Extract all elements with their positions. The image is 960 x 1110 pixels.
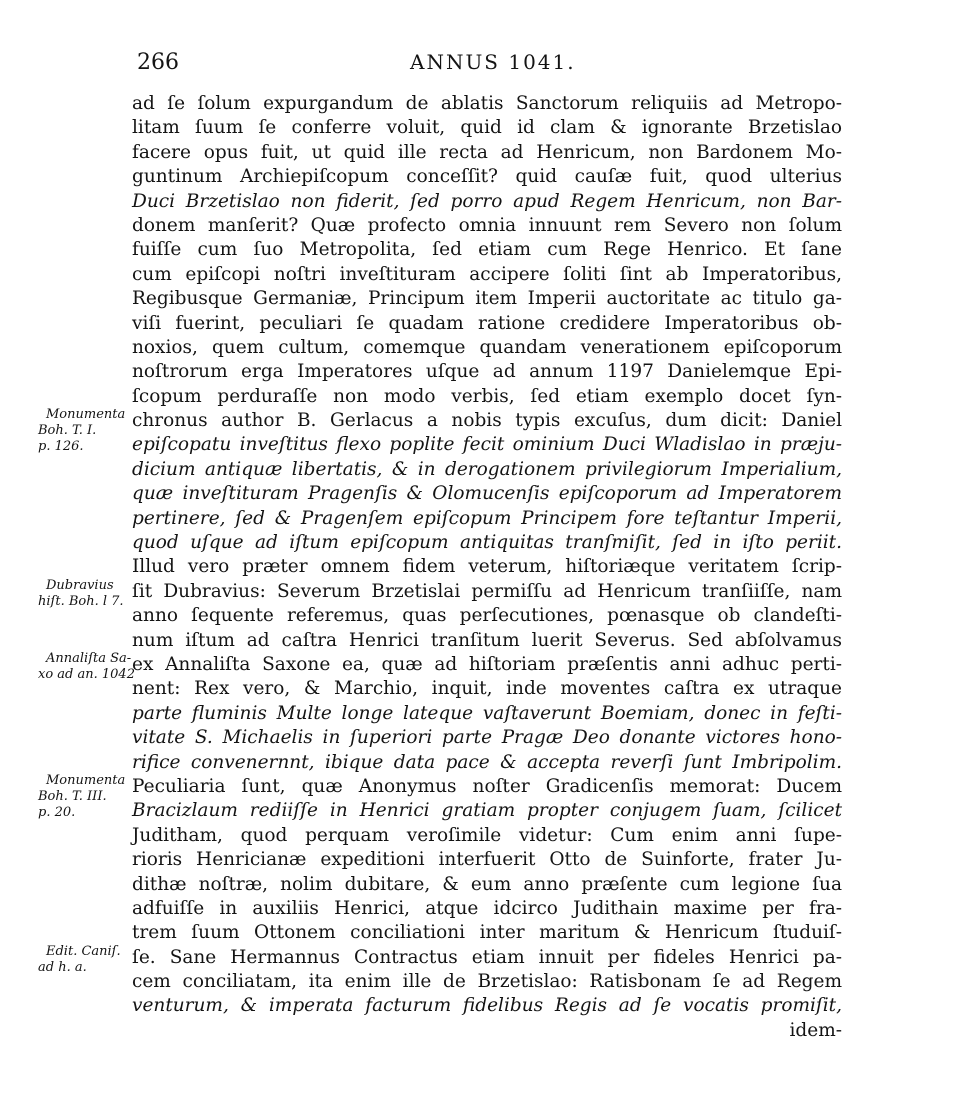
text-line: dicium antiquæ libertatis, & in derogationem privilegiorum Imperialium, — [132, 458, 842, 480]
text-line: Duci Brzetislao non fiderit, ſed porro apud Regem Henricum, non Bar- — [132, 190, 842, 212]
margin-note — [38, 407, 130, 455]
margin-note-line: p. 126. — [38, 439, 84, 455]
text-line: dithæ noſtræ, nolim dubitare, & eum anno præſente cum legione ſua — [132, 873, 842, 895]
margin-note-line: p. 20. — [38, 805, 76, 821]
margin-note-line: Edit. Caniſ. — [46, 944, 121, 959]
text-line: pertinere, ſed & Pragenſem epiſcopum Principem fore teſtantur Imperii, — [132, 507, 842, 529]
text-line: nent: Rex vero, & Marchio, inquit, inde moventes caſtra ex utraque — [132, 678, 842, 700]
text-line: vitate S. Michaelis in ſuperiori parte Pragæ Deo donante victores hono- — [132, 727, 842, 749]
text-line: parte fluminis Multe longe lateque vaſtaverunt Boemiam, donec in feſti- — [132, 702, 842, 724]
text-line: chronus author B. Gerlacus a nobis typis excuſus, dum dicit: Daniel — [132, 410, 842, 432]
margin-note-line: ad h. a. — [38, 960, 87, 975]
margin-note — [38, 578, 130, 610]
text-line: Regibusque Germaniæ, Principum item Imperii auctoritate ac titulo ga- — [132, 288, 842, 310]
margin-note-line: Annaliſta Sa- — [46, 651, 132, 667]
text-line: viſi fuerint, peculiari ſe quadam ratione credidere Imperatoribus ob- — [132, 312, 842, 334]
page-number: 266 — [137, 50, 179, 75]
margin-note-line: Dubravius — [46, 578, 114, 593]
text-line: ad ſe ſolum expurgandum de ablatis Sanctorum reliquiis ad Metropo- — [132, 93, 842, 114]
margin-note-line: xo ad an. 1042 — [38, 667, 135, 683]
text-line: guntinum Archiepiſcopum conceſſit? quid cauſæ fuit, quod ulterius — [132, 166, 842, 188]
text-line: noxios, quem cultum, comemque quandam venerationem epiſcoporum — [132, 336, 842, 358]
text-line: rifice convenernnt, ibique data pace & accepta reverſi ſunt Imbripolim. — [132, 751, 842, 773]
text-line: epiſcopatu inveſtitus flexo poplite fecit ominium Duci Wladislao in præju- — [132, 434, 842, 456]
text-line: Illud vero præter omnem fidem veterum, hiſtoriæque veritatem ſcrip- — [132, 556, 842, 578]
text-line: venturum, & imperata facturum fidelibus Regis ad ſe vocatis promiſit, — [132, 995, 842, 1017]
body-text — [132, 92, 842, 1043]
margin-note-line: hiſt. Boh. l 7. — [38, 594, 124, 609]
text-line: Juditham, quod perquam veroſimile videtur: Cum enim anni ſupe- — [132, 824, 842, 846]
margin-note-line: Monumenta — [46, 773, 126, 789]
text-line: quæ inveſtituram Pragenſis & Olomucenſis epiſcoporum ad Imperatorem — [132, 483, 842, 505]
text-line: trem ſuum Ottonem conciliationi inter maritum & Henricum ſtuduiſ- — [132, 922, 842, 944]
text-line: litam ſuum ſe conferre voluit, quid id clam & ignorante Brzetislao — [132, 117, 842, 139]
margin-note — [38, 773, 130, 821]
text-line: fuiſſe cum ſuo Metropolita, ſed etiam cum Rege Henrico. Et ſane — [132, 239, 842, 261]
text-line: rioris Henricianæ expeditioni interfuerit Otto de Suinforte, frater Ju- — [132, 849, 842, 871]
margin-note — [38, 944, 130, 976]
text-line: idem- — [789, 1019, 842, 1041]
text-line: donem manſerit? Quæ profecto omnia innuunt rem Severo non ſolum — [132, 214, 842, 236]
text-line: Peculiaria ſunt, quæ Anonymus noſter Gradicenſis memorat: Ducem — [132, 775, 842, 797]
text-line: cem conciliatam, ita enim ille de Brzetislao: Ratisbonam ſe ad Regem — [132, 971, 842, 993]
text-line: ſit Dubravius: Severum Brzetislai permiſſu ad Henricum tranſiiſſe, nam — [132, 580, 842, 602]
text-line: ex Annaliſta Saxone ea, quæ ad hiſtoriam præſentis anni adhuc perti- — [132, 653, 842, 675]
text-line: ſcopum perduraſſe non modo verbis, ſed etiam exemplo docet ſyn- — [132, 385, 842, 407]
text-line: noſtrorum erga Imperatores uſque ad annum 1197 Danielemque Epi- — [132, 361, 842, 383]
text-line: facere opus fuit, ut quid ille recta ad Henricum, non Bardonem Mo- — [132, 141, 842, 163]
page-header — [0, 50, 960, 80]
margin-note — [38, 651, 135, 683]
text-line: adfuiſſe in auxiliis Henrici, atque idcirco Judithain maxime per fra- — [132, 897, 842, 919]
text-line: quod uſque ad iſtum epiſcopum antiquitas tranſmiſit, ſed in iſto periit. — [132, 532, 842, 554]
text-line: Bracizlaum rediiſſe in Henrici gratiam propter conjugem ſuam, ſcilicet — [132, 800, 842, 822]
text-line: anno ſequente referemus, quas perſecutiones, pœnasque ob clandeſti- — [132, 605, 842, 627]
margin-note-line: Monumenta — [46, 407, 126, 423]
margin-note-line: Boh. T. III. — [38, 789, 107, 805]
margin-note-line: Boh. T. I. — [38, 423, 97, 439]
running-title: ANNUS 1041. — [410, 50, 576, 74]
text-line: cum epiſcopi noſtri inveſtituram accipere ſoliti ſint ab Imperatoribus, — [132, 263, 842, 285]
text-line: num iſtum ad caſtra Henrici tranſitum luerit Severus. Sed abſolvamus — [132, 629, 842, 651]
text-line: ſe. Sane Hermannus Contractus etiam innuit per fideles Henrici pa- — [132, 946, 842, 968]
